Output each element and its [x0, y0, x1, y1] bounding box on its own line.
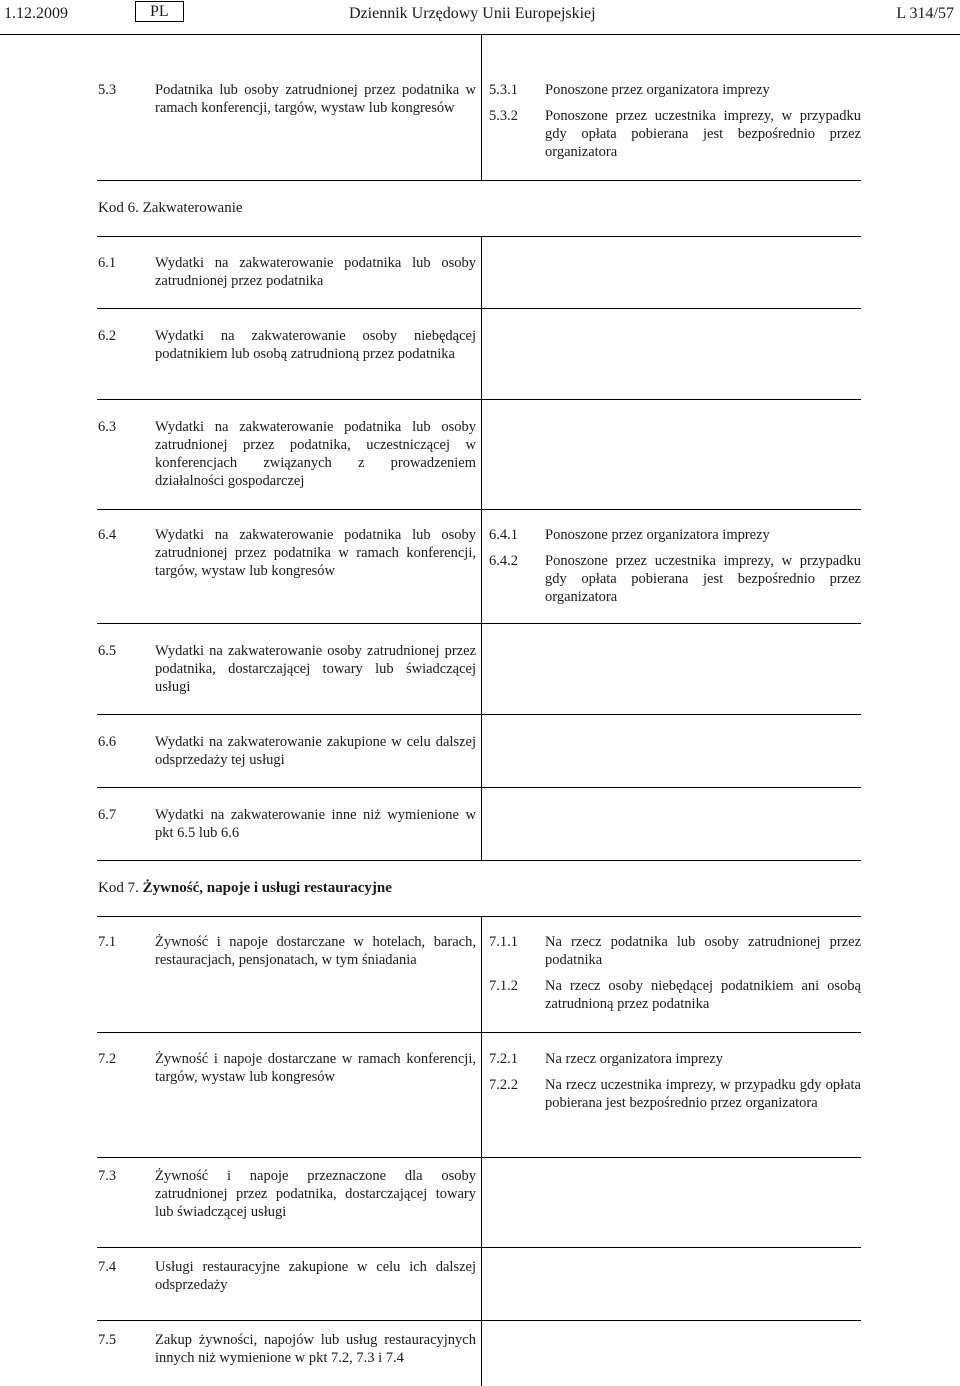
- item-number: 6.5: [98, 643, 117, 659]
- item-text: Żywność i napoje przeznaczone dla osoby zatrudnionej przez podatnika, dostarczającej towary lub świadczącej usługi: [155, 1168, 476, 1220]
- item-text: Wydatki na zakwaterowanie osoby niebędącej podatnikiem lub osobą zatrudnioną przez podatnika: [155, 328, 476, 362]
- page-reference: L 314/57: [896, 5, 954, 22]
- item-number: 7.2: [98, 1051, 117, 1067]
- item-text: Wydatki na zakwaterowanie podatnika lub osoby zatrudnionej przez podatnika, uczestniczącej w konferencjach związanych z prowadzeniem działalności gospodarczej: [155, 419, 476, 489]
- item-number: 6.3: [98, 419, 117, 435]
- item-text: Podatnika lub osoby zatrudnionej przez podatnika w ramach konferencji, targów, wystaw lub kongresów: [155, 82, 476, 116]
- table-row: [0, 624, 960, 715]
- item-number: 7.1: [98, 934, 117, 950]
- subitem-text: Ponoszone przez organizatora imprezy: [545, 527, 770, 543]
- table-row: [0, 1033, 960, 1158]
- table-row: [0, 916, 960, 1033]
- item-text: Zakup żywności, napojów lub usług restauracyjnych innych niż wymienione w pkt 7.2, 7.3 i 7.4: [155, 1332, 476, 1366]
- item-number: 6.1: [98, 255, 117, 271]
- item-text: Wydatki na zakwaterowanie inne niż wymienione w pkt 6.5 lub 6.6: [155, 807, 476, 841]
- table-row: [0, 309, 960, 400]
- table-row: [0, 1158, 960, 1248]
- subitem-text: Ponoszone przez uczestnika imprezy, w przypadku gdy opłata pobierana jest bezpośrednio przez organizatora: [545, 108, 861, 160]
- subitem-text: Na rzecz osoby niebędącej podatnikiem ani osobą zatrudnioną przez podatnika: [545, 978, 861, 1012]
- item-number: 7.3: [98, 1168, 117, 1184]
- subitem-text: Ponoszone przez uczestnika imprezy, w przypadku gdy opłata pobierana jest bezpośrednio przez organizatora: [545, 553, 861, 605]
- item-number: 6.2: [98, 328, 117, 344]
- item-text: Wydatki na zakwaterowanie osoby zatrudnionej przez podatnika, dostarczającej towary lub świadczącej usługi: [155, 643, 476, 695]
- item-number: 7.5: [98, 1332, 117, 1348]
- page-header: [0, 0, 960, 35]
- item-text: Usługi restauracyjne zakupione w celu ich dalszej odsprzedaży: [155, 1259, 476, 1293]
- item-number: 7.4: [98, 1259, 117, 1275]
- table-row: [0, 1248, 960, 1321]
- item-number: 6.7: [98, 807, 117, 823]
- item-text: Żywność i napoje dostarczane w hotelach, barach, restauracjach, pensjonatach, w tym śniadania: [155, 934, 476, 968]
- table-row: [0, 400, 960, 510]
- table-row: [0, 35, 960, 181]
- table-row: [0, 788, 960, 861]
- subitem-text: Ponoszone przez organizatora imprezy: [545, 82, 770, 98]
- item-text: Żywność i napoje dostarczane w ramach konferencji, targów, wystaw lub kongresów: [155, 1051, 476, 1085]
- subitem-number: 6.4.1: [489, 527, 518, 543]
- subitem-text: Na rzecz podatnika lub osoby zatrudnionej przez podatnika: [545, 934, 861, 968]
- table-row: [0, 1321, 960, 1386]
- subitem-number: 7.1.2: [489, 978, 518, 994]
- table-row: [0, 236, 960, 309]
- table-row: [0, 715, 960, 788]
- subitem-number: 6.4.2: [489, 553, 518, 569]
- publication-date: 1.12.2009: [4, 5, 68, 22]
- item-text: Wydatki na zakwaterowanie podatnika lub osoby zatrudnionej przez podatnika w ramach konferencji, targów, wystaw lub kongresów: [155, 527, 476, 579]
- section-heading-code-7: Kod 7. Żywność, napoje i usługi restauracyjne: [98, 880, 392, 896]
- subitem-number: 7.1.1: [489, 934, 518, 950]
- language-badge: PL: [135, 1, 184, 22]
- item-number: 6.4: [98, 527, 117, 543]
- item-number: 6.6: [98, 734, 117, 750]
- subitem-number: 5.3.1: [489, 82, 518, 98]
- subitem-number: 7.2.1: [489, 1051, 518, 1067]
- journal-title: Dziennik Urzędowy Unii Europejskiej: [349, 5, 596, 22]
- item-text: Wydatki na zakwaterowanie podatnika lub osoby zatrudnionej przez podatnika: [155, 255, 476, 289]
- table-row: [0, 510, 960, 624]
- item-number: 5.3: [98, 82, 117, 98]
- subitem-number: 7.2.2: [489, 1077, 518, 1093]
- section-heading-code-6: Kod 6. Zakwaterowanie: [98, 200, 243, 216]
- subitem-text: Na rzecz uczestnika imprezy, w przypadku gdy opłata pobierana jest bezpośrednio przez organizatora: [545, 1077, 861, 1111]
- subitem-text: Na rzecz organizatora imprezy: [545, 1051, 724, 1067]
- subitem-number: 5.3.2: [489, 108, 518, 124]
- item-text: Wydatki na zakwaterowanie zakupione w celu dalszej odsprzedaży tej usługi: [155, 734, 476, 768]
